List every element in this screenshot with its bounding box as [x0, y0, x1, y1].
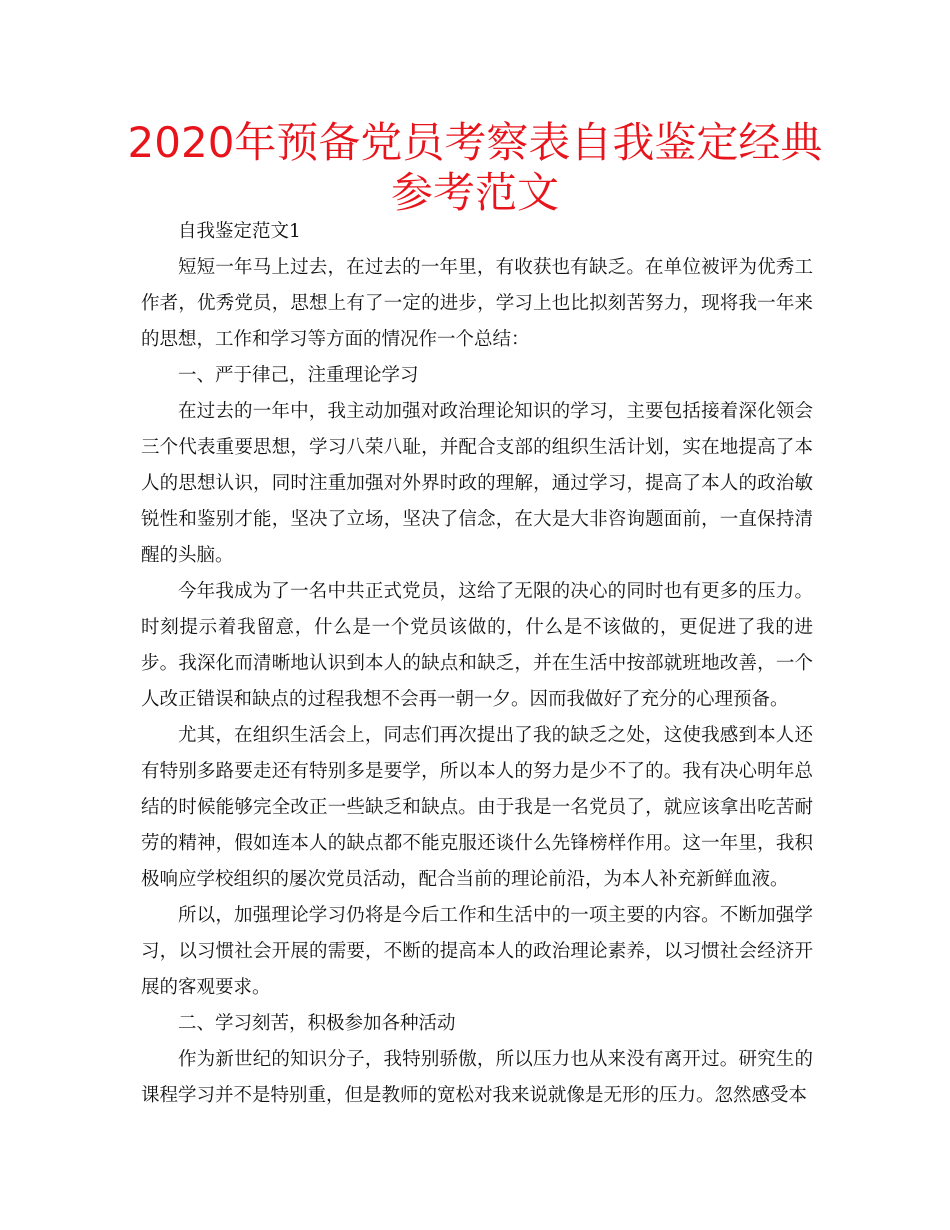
paragraph: 尤其，在组织生活会上，同志们再次提出了我的缺乏之处，这使我感到本人还有特别多路要走还有特别多是要学，所以本人的努力是少不了的。我有决心明年总结的时候能够完全改正一些缺乏和缺点。由于我是一名党员了，就应该拿出吃苦耐劳的精神，假如连本人的缺点都不能克服还谈什么先锋榜样作用。这一年里，我积极响应学校组织的屡次党员活动，配合当前的理论前沿，为本人补充新鲜血液。	[141, 725, 813, 890]
paragraph: 今年我成为了一名中共正式党员，这给了无限的决心的同时也有更多的压力。时刻提示着我留意，什么是一个党员该做的，什么是不该做的，更促进了我的进步。我深化而清晰地认识到本人的缺点和缺乏，并在生活中按部就班地改善，一个人改正错误和缺点的过程我想不会再一朝一夕。因而我做好了充分的心理预备。	[141, 581, 813, 710]
document-title: 2020年预备党员考察表自我鉴定经典参考范文	[127, 118, 823, 217]
paragraph: 所以，加强理论学习仍将是今后工作和生活中的一项主要的内容。不断加强学习，以习惯社会开展的需要，不断的提高本人的政治理论素养，以习惯社会经济开展的客观要求。	[141, 905, 813, 998]
paragraph: 短短一年马上过去，在过去的一年里，有收获也有缺乏。在单位被评为优秀工作者，优秀党员，思想上有了一定的进步，学习上也比拟刻苦努力，现将我一年来的思想，工作和学习等方面的情况作一个总结：	[141, 257, 813, 350]
section-heading: 自我鉴定范文1	[178, 221, 301, 242]
paragraph: 作为新世纪的知识分子，我特别骄傲，所以压力也从来没有离开过。研究生的课程学习并不是特别重，但是教师的宽松对我来说就像是无形的压力。忽然感受本	[141, 1049, 813, 1106]
section-heading: 二、学习刻苦，积极参加各种活动	[178, 1013, 456, 1034]
section-heading: 一、严于律己，注重理论学习	[178, 365, 419, 386]
document-body	[141, 214, 813, 1114]
paragraph: 在过去的一年中，我主动加强对政治理论知识的学习，主要包括接着深化领会三个代表重要思想，学习八荣八耻，并配合支部的组织生活计划，实在地提高了本人的思想认识，同时注重加强对外界时政的理解，通过学习，提高了本人的政治敏锐性和鉴别才能，坚决了立场，坚决了信念，在大是大非咨询题面前，一直保持清醒的头脑。	[141, 401, 813, 566]
